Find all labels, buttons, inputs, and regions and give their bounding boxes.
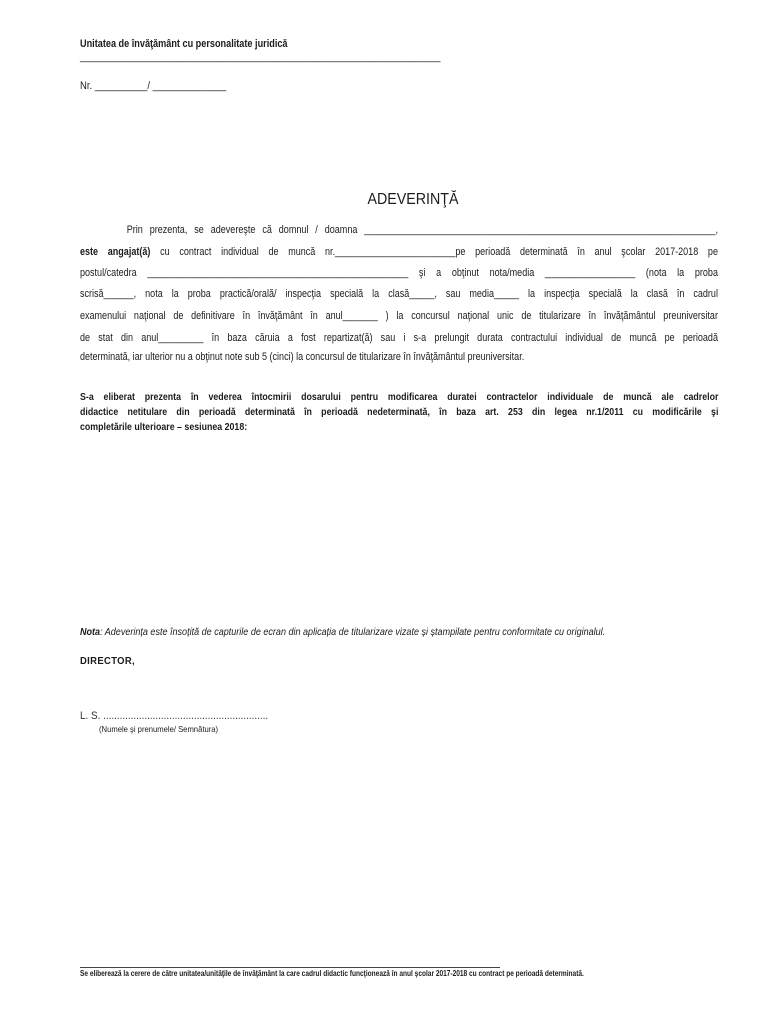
certificate-line: scrisă______, nota la proba practică/orală/ inspecţia specială la clasă_____, sau media_____ la inspecţia specială la clasă în cadrul [80, 288, 718, 300]
seal-signature-line: L. S. ............................................................ [80, 710, 269, 722]
nota-paragraph [80, 625, 605, 639]
document-title: ADEVERINŢĂ [367, 191, 459, 208]
nota-text: : Adeverința este însoțită de capturile de ecran din aplicația de titularizare vizate și ștampilate pentru conformitate cu originalul. [100, 626, 606, 638]
certificate-line: de stat din anul_________ în baza căruia a fost repartizat(ă) sau i s-a prelungit durata contractului individual de muncă pe perioadă [80, 332, 718, 344]
certificate-line: postul/catedra ____________________________________________________ şi a obţinut nota/media __________________ (nota la proba [80, 267, 718, 279]
purpose-line: completările ulterioare – sesiunea 2018: [80, 421, 248, 433]
registration-number-line: Nr. __________/ ______________ [80, 80, 227, 92]
footer-rule [80, 967, 500, 968]
certificate-line: examenului naţional de definitivare în învăţământ în anul_______ ) la concursul naţional unic de titularizare în învăţământul preuniversitar [80, 310, 718, 322]
institution-blank-line: _______________________________________________________________________ [80, 51, 441, 63]
signature-caption: (Numele şi prenumele/ Semnătura) [99, 724, 219, 734]
employment-status-bold: este angajat(ă) [80, 246, 151, 258]
certificate-line: Prin prezenta, se adevereşte că domnul / doamna ______________________________________________________________________, [126, 224, 718, 236]
institution-label: Unitatea de învăţământ cu personalitate juridică [80, 38, 288, 50]
purpose-line: S-a eliberat prezenta în vederea întocmirii dosarului pentru modificarea duratei contractelor individuale de muncă ale cadrelor [80, 391, 719, 403]
footer-note: Se eliberează la cerere de către unitatea/unităţile de învăţământ la care cadrul didactic funcţionează în anul şcolar 2017-2018 cu contract pe perioadă determinată. [80, 969, 584, 978]
certificate-line-text: cu contract individual de muncă nr.________________________pe perioadă determinată în anul şcolar 2017-2018 pe [150, 246, 718, 258]
purpose-line: didactice netitulare din perioadă determinată în perioadă nedeterminată, în baza art. 253 din legea nr.1/2011 cu modificările şi [80, 406, 719, 418]
nota-label: Nota [80, 626, 101, 638]
certificate-line: determinată, iar ulterior nu a obţinut note sub 5 (cinci) la concursul de titularizare în învăţământul preuniversitar. [80, 351, 525, 363]
certificate-line [80, 245, 718, 259]
director-label: DIRECTOR, [80, 655, 136, 667]
